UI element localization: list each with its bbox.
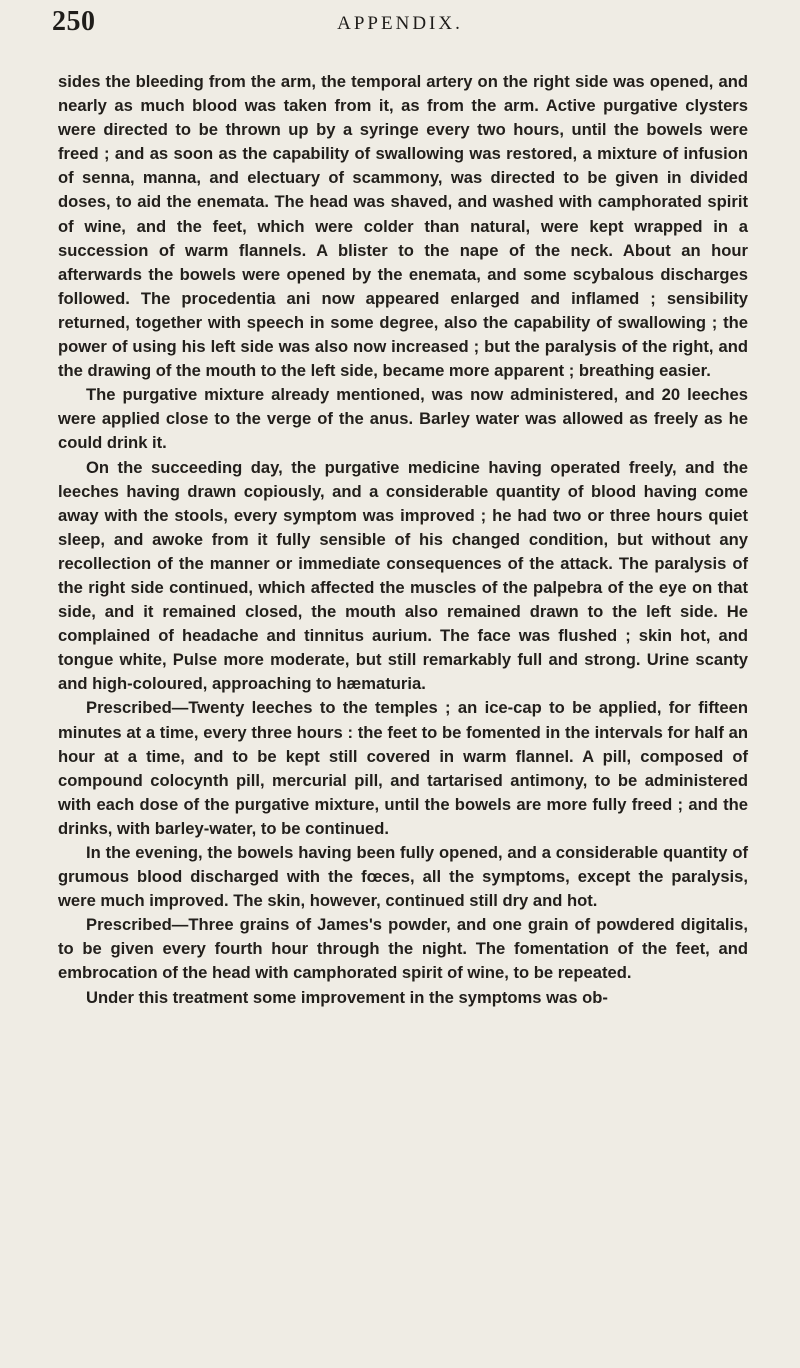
paragraph-1: sides the bleeding from the arm, the temporal artery on the right side was opened, and nearly as much blood was taken from it, as from the arm. Active purgative clysters were directed to be thrown up by a syringe every two hours, until the bowels were freed ; and as soon as the capability of swallowing was restored, a mixture of infusion of senna, manna, and electuary of scammony, was directed to be given in divided doses, to aid the enemata. The head was shaved, and washed with camphorated spirit of wine, and the feet, which were colder than natural, were kept wrapped in a succession of warm flannels. A blister to the nape of the neck. About an hour afterwards the bowels were opened by the enemata, and some scybalous discharges followed. The procedentia ani now appeared enlarged and inflamed ; sensibility returned, together with speech in some degree, also the capability of swallowing ; the power of using his left side was also now increased ; but the paralysis of the right, and the drawing of the mouth to the left side, became more apparent ; breathing easier.: [58, 72, 748, 381]
running-head: APPENDIX.: [337, 13, 463, 34]
paragraph-6: Prescribed—Three grains of James's powder, and one grain of powdered digitalis, to be given every fourth hour through the night. The fomentation of the feet, and embrocation of the head with camphorated spirit of wine, to be repeated.: [58, 915, 748, 983]
page-number: 250: [52, 6, 96, 37]
paragraph-2: The purgative mixture already mentioned, was now administered, and 20 leeches were applied close to the verge of the anus. Barley water was allowed as freely as he could drink it.: [58, 385, 748, 453]
paragraph-5: In the evening, the bowels having been fully opened, and a considerable quantity of grumous blood discharged with the fœces, all the symptoms, except the paralysis, were much improved. The skin, however, continued still dry and hot.: [58, 843, 748, 911]
paragraph-4: Prescribed—Twenty leeches to the temples ; an ice-cap to be applied, for fifteen minutes at a time, every three hours : the feet to be fomented in the intervals for half an hour at a time, and to be kept still covered in warm flannel. A pill, composed of compound colocynth pill, mercurial pill, and tartarised antimony, to be administered with each dose of the purgative mixture, until the bowels are more fully freed ; and the drinks, with barley-water, to be continued.: [58, 698, 748, 838]
body-text: [58, 70, 748, 1010]
paragraph-7: Under this treatment some improvement in the symptoms was ob-: [86, 987, 608, 1007]
paragraph-3: On the succeeding day, the purgative medicine having operated freely, and the leeches having drawn copiously, and a considerable quantity of blood having come away with the stools, every symptom was improved ; he had two or three hours quiet sleep, and awoke from it fully sensible of his changed condition, but without any recollection of the manner or immediate consequences of the attack. The paralysis of the right side continued, which affected the muscles of the palpebra of the eye on that side, and it remained closed, the mouth also remained drawn to the left side. He complained of headache and tinnitus aurium. The face was flushed ; skin hot, and tongue white, Pulse more moderate, but still remarkably full and strong. Urine scanty and high-coloured, approaching to hæmaturia.: [58, 457, 748, 694]
